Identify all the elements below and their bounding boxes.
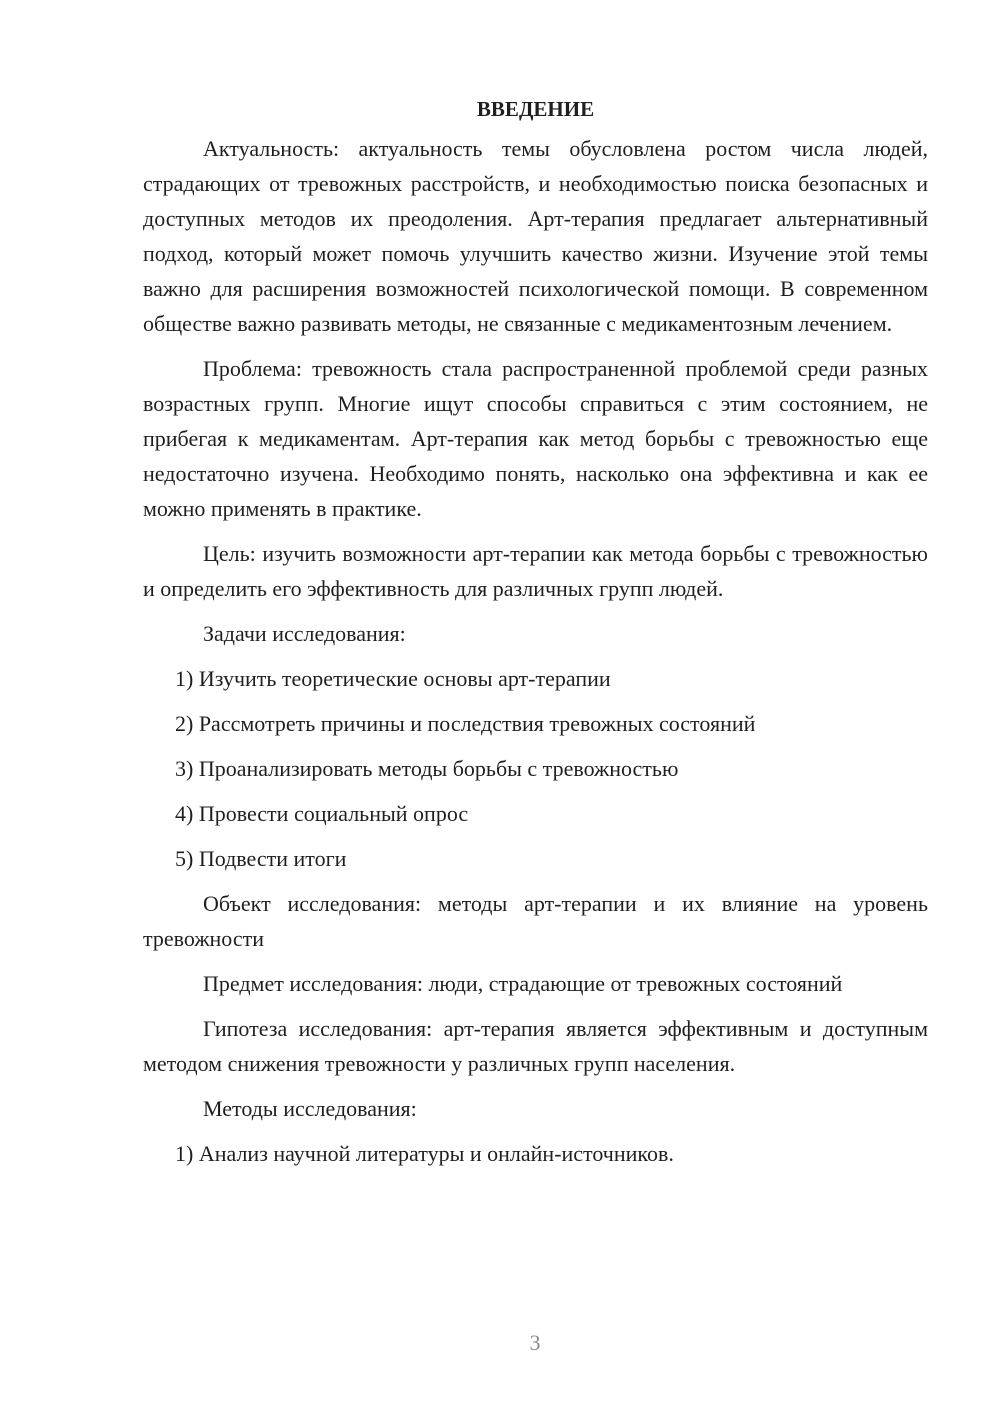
relevance-paragraph: Актуальность: актуальность темы обусловлена ростом числа людей, страдающих от тревожных расстройств, и необходимостью поиска безопасных и доступных методов их преодоления. Арт-терапия предлагает альтернативный подход, который может помочь улучшить качество жизни. Изучение этой темы важно для расширения возможностей психологической помощи. В современном обществе важно развивать методы, не связанные с медикаментозным лечением. (143, 136, 928, 336)
problem-paragraph: Проблема: тревожность стала распространенной проблемой среди разных возрастных групп. Многие ищут способы справиться с этим состоянием, не прибегая к медикаментам. Арт-терапия как метод борьбы с тревожностью еще недостаточно изучена. Необходимо понять, насколько она эффективна и как ее можно применять в практике. (143, 356, 928, 521)
task-item: 3) Проанализировать методы борьбы с тревожностью (175, 756, 679, 781)
object-paragraph: Объект исследования: методы арт-терапии и их влияние на уровень тревожности (143, 891, 928, 951)
page-number: 3 (529, 1330, 541, 1355)
task-item: 4) Провести социальный опрос (175, 801, 469, 826)
method-item: 1) Анализ научной литературы и онлайн-источников. (175, 1141, 674, 1166)
section-title: ВВЕДЕНИЕ (476, 97, 595, 121)
task-item: 1) Изучить теоретические основы арт-терапии (175, 666, 611, 691)
hypothesis-paragraph: Гипотеза исследования: арт-терапия является эффективным и доступным методом снижения тревожности у различных групп населения. (143, 1016, 928, 1076)
tasks-heading: Задачи исследования: (203, 621, 406, 646)
subject-paragraph: Предмет исследования: люди, страдающие от тревожных состояний (203, 971, 843, 996)
methods-list (143, 1136, 928, 1171)
goal-paragraph: Цель: изучить возможности арт-терапии как метода борьбы с тревожностью и определить его эффективность для различных групп людей. (143, 541, 928, 601)
task-item: 5) Подвести итоги (175, 846, 347, 871)
methods-heading: Методы исследования: (203, 1096, 417, 1121)
tasks-list (143, 661, 928, 876)
task-item: 2) Рассмотреть причины и последствия тревожных состояний (175, 711, 756, 736)
page-content (143, 92, 928, 1181)
